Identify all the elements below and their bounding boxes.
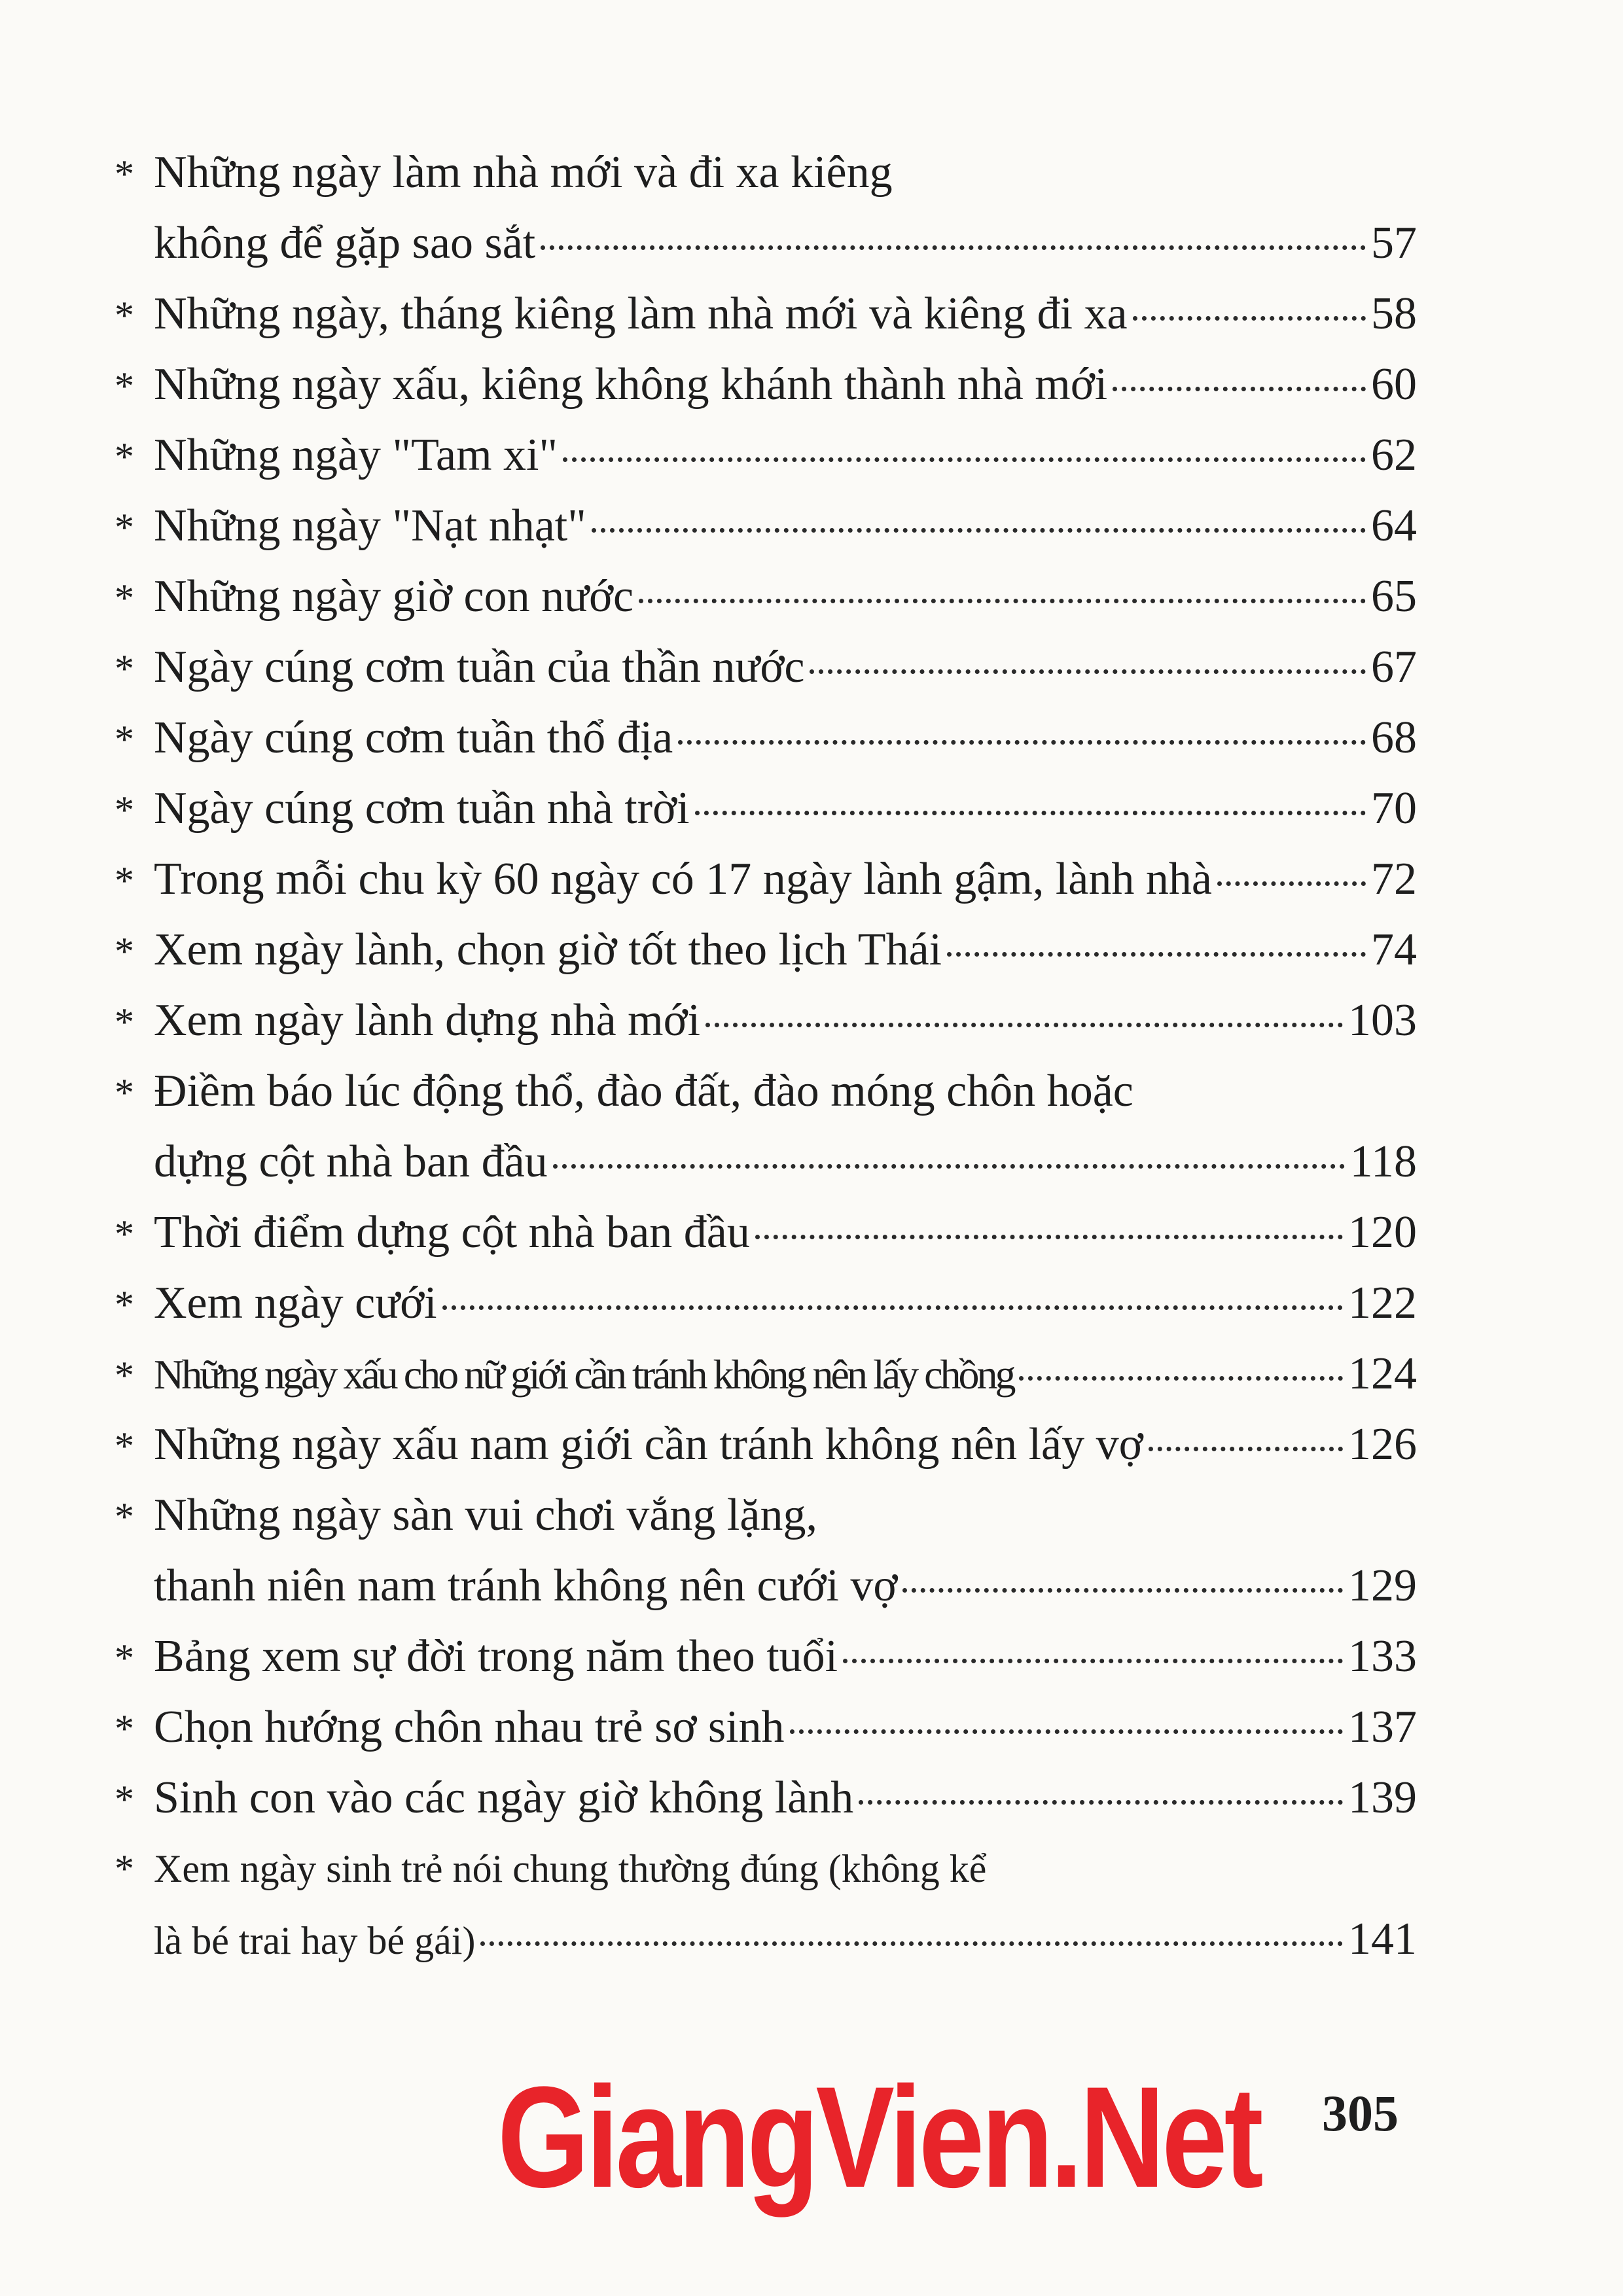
bullet-asterisk: * xyxy=(115,576,134,620)
toc-entry xyxy=(115,1621,1417,1692)
toc-entry-title: Xem ngày lành, chọn giờ tốt theo lịch Thái xyxy=(154,925,942,975)
dot-leader xyxy=(480,1941,1343,1946)
toc-entry-title: Xem ngày cưới xyxy=(154,1278,437,1328)
table-of-contents xyxy=(115,137,1417,1975)
toc-entry-title: Xem ngày lành dựng nhà mới xyxy=(154,995,701,1046)
dot-leader xyxy=(705,1023,1343,1027)
toc-entry-title: Ngày cúng cơm tuần nhà trời xyxy=(154,783,690,834)
dot-leader xyxy=(843,1659,1343,1663)
bullet-asterisk: * xyxy=(115,152,134,196)
toc-entry-title: Những ngày "Tam xi" xyxy=(154,430,558,480)
toc-page-number: 68 xyxy=(1371,713,1417,763)
toc-entry xyxy=(115,491,1417,561)
watermark: GiangVien.Net xyxy=(497,2057,1260,2217)
toc-entry xyxy=(115,632,1417,703)
toc-entry-line xyxy=(115,773,1417,844)
toc-page-number: 137 xyxy=(1348,1702,1417,1752)
dot-leader xyxy=(541,245,1366,250)
bullet-asterisk: * xyxy=(115,1636,134,1680)
bullet-asterisk: * xyxy=(115,1778,134,1821)
bullet-asterisk: * xyxy=(115,1847,134,1890)
dot-leader xyxy=(563,457,1366,462)
dot-leader xyxy=(790,1729,1343,1734)
toc-entry xyxy=(115,1480,1417,1621)
toc-entry xyxy=(115,1339,1417,1409)
toc-entry-line xyxy=(115,1763,1417,1833)
toc-entry-continuation xyxy=(115,208,1417,279)
toc-page-number: 65 xyxy=(1371,571,1417,622)
toc-entry-line xyxy=(115,1480,1417,1551)
toc-page-number: 67 xyxy=(1371,642,1417,692)
toc-entry-title: Xem ngày sinh trẻ nói chung thường đúng (không kể xyxy=(154,1847,987,1890)
toc-entry-line xyxy=(115,1621,1417,1692)
toc-entry-title: Ngày cúng cơm tuần của thần nước xyxy=(154,642,805,692)
dot-leader xyxy=(695,811,1366,815)
toc-entry-line xyxy=(115,491,1417,561)
toc-entry-title: thanh niên nam tránh không nên cưới vợ xyxy=(154,1561,898,1611)
toc-entry-line xyxy=(115,1409,1417,1480)
toc-entry xyxy=(115,1409,1417,1480)
toc-page-number: 70 xyxy=(1371,783,1417,834)
toc-entry-title: dựng cột nhà ban đầu xyxy=(154,1137,548,1187)
toc-entry-title: không để gặp sao sắt xyxy=(154,218,536,268)
toc-entry-line xyxy=(115,1056,1417,1127)
toc-page-number: 118 xyxy=(1349,1137,1417,1187)
toc-entry xyxy=(115,1056,1417,1197)
toc-entry-line xyxy=(115,844,1417,915)
toc-page-number: 139 xyxy=(1348,1773,1417,1823)
dot-leader xyxy=(442,1305,1343,1310)
page-number: 305 xyxy=(1322,2085,1399,2142)
toc-page-number: 129 xyxy=(1348,1561,1417,1611)
toc-entry-line xyxy=(115,279,1417,349)
toc-entry xyxy=(115,773,1417,844)
dot-leader xyxy=(592,528,1366,533)
toc-entry-line xyxy=(115,1833,1417,1904)
toc-entry-title: Sinh con vào các ngày giờ không lành xyxy=(154,1773,854,1823)
bullet-asterisk: * xyxy=(115,1495,134,1538)
toc-entry xyxy=(115,1763,1417,1833)
toc-page-number: 120 xyxy=(1348,1207,1417,1258)
toc-entry-title: Những ngày, tháng kiêng làm nhà mới và kiêng đi xa xyxy=(154,289,1128,339)
bullet-asterisk: * xyxy=(115,435,134,478)
bullet-asterisk: * xyxy=(115,1000,134,1044)
dot-leader xyxy=(1133,316,1366,321)
toc-entry-title: Ngày cúng cơm tuần thổ địa xyxy=(154,713,673,763)
bullet-asterisk: * xyxy=(115,1424,134,1468)
toc-entry xyxy=(115,915,1417,985)
toc-entry-line xyxy=(115,137,1417,208)
toc-entry xyxy=(115,1833,1417,1975)
bullet-asterisk: * xyxy=(115,1212,134,1256)
toc-entry xyxy=(115,349,1417,420)
bullet-asterisk: * xyxy=(115,1071,134,1114)
toc-page-number: 64 xyxy=(1371,501,1417,551)
toc-entry-title: Những ngày sàn vui chơi vắng lặng, xyxy=(154,1490,817,1540)
toc-entry-continuation xyxy=(115,1127,1417,1197)
toc-entry-title: Những ngày xấu, kiêng không khánh thành nhà mới xyxy=(154,359,1108,410)
toc-page-number: 124 xyxy=(1348,1349,1417,1399)
toc-page-number: 103 xyxy=(1348,995,1417,1046)
toc-page-number: 58 xyxy=(1371,289,1417,339)
toc-entry-line xyxy=(115,420,1417,491)
toc-entry-line xyxy=(115,985,1417,1056)
dot-leader xyxy=(1149,1447,1343,1451)
dot-leader xyxy=(859,1800,1343,1805)
toc-entry-title: Chọn hướng chôn nhau trẻ sơ sinh xyxy=(154,1702,785,1752)
toc-entry-line xyxy=(115,561,1417,632)
toc-entry xyxy=(115,844,1417,915)
toc-entry-title: Những ngày xấu cho nữ giới cần tránh không nên lấy chồng xyxy=(154,1351,1014,1398)
dot-leader xyxy=(678,740,1366,745)
toc-page-number: 57 xyxy=(1371,218,1417,268)
toc-page-number: 72 xyxy=(1371,854,1417,904)
bullet-asterisk: * xyxy=(115,859,134,902)
dot-leader xyxy=(1217,881,1366,886)
toc-entry-line xyxy=(115,1268,1417,1339)
toc-entry xyxy=(115,1692,1417,1763)
bullet-asterisk: * xyxy=(115,506,134,549)
bullet-asterisk: * xyxy=(115,930,134,973)
toc-entry xyxy=(115,420,1417,491)
toc-entry xyxy=(115,703,1417,773)
bullet-asterisk: * xyxy=(115,364,134,408)
toc-entry-line xyxy=(115,1339,1417,1409)
toc-entry-line xyxy=(115,349,1417,420)
toc-page-number: 60 xyxy=(1371,359,1417,410)
toc-page-number: 141 xyxy=(1348,1914,1417,1964)
dot-leader xyxy=(1113,387,1366,391)
toc-entry-continuation xyxy=(115,1904,1417,1975)
toc-page-number: 62 xyxy=(1371,430,1417,480)
bullet-asterisk: * xyxy=(115,647,134,690)
toc-entry xyxy=(115,1268,1417,1339)
bullet-asterisk: * xyxy=(115,1283,134,1326)
toc-page-number: 133 xyxy=(1348,1631,1417,1682)
toc-entry-title: Thời điểm dựng cột nhà ban đầu xyxy=(154,1207,750,1258)
toc-entry-title: Những ngày giờ con nước xyxy=(154,571,634,622)
bullet-asterisk: * xyxy=(115,788,134,832)
toc-entry-title: là bé trai hay bé gái) xyxy=(154,1919,476,1962)
dot-leader xyxy=(553,1164,1345,1169)
bullet-asterisk: * xyxy=(115,1707,134,1750)
toc-entry xyxy=(115,1197,1417,1268)
dot-leader xyxy=(1019,1376,1343,1381)
bullet-asterisk: * xyxy=(115,1354,134,1397)
toc-entry xyxy=(115,137,1417,279)
toc-entry-line xyxy=(115,632,1417,703)
bullet-asterisk: * xyxy=(115,294,134,337)
dot-leader xyxy=(639,599,1366,603)
toc-entry-title: Trong mỗi chu kỳ 60 ngày có 17 ngày lành gậm, lành nhà xyxy=(154,854,1212,904)
toc-entry xyxy=(115,985,1417,1056)
toc-page-number: 74 xyxy=(1371,925,1417,975)
dot-leader xyxy=(755,1235,1343,1239)
toc-entry xyxy=(115,279,1417,349)
toc-entry-line xyxy=(115,1197,1417,1268)
toc-entry-title: Những ngày làm nhà mới và đi xa kiêng xyxy=(154,147,893,198)
toc-page-number: 126 xyxy=(1348,1419,1417,1470)
dot-leader xyxy=(902,1588,1343,1593)
toc-entry-title: Bảng xem sự đời trong năm theo tuổi xyxy=(154,1631,838,1682)
toc-entry xyxy=(115,561,1417,632)
bullet-asterisk: * xyxy=(115,718,134,761)
toc-entry-line xyxy=(115,1692,1417,1763)
toc-entry-title: Điềm báo lúc động thổ, đào đất, đào móng chôn hoặc xyxy=(154,1066,1133,1116)
toc-entry-title: Những ngày xấu nam giới cần tránh không nên lấy vợ xyxy=(154,1419,1143,1470)
toc-entry-line xyxy=(115,703,1417,773)
toc-entry-continuation xyxy=(115,1551,1417,1621)
toc-page-number: 122 xyxy=(1348,1278,1417,1328)
toc-entry-line xyxy=(115,915,1417,985)
dot-leader xyxy=(947,952,1366,957)
dot-leader xyxy=(810,669,1366,674)
toc-entry-title: Những ngày "Nạt nhạt" xyxy=(154,501,586,551)
